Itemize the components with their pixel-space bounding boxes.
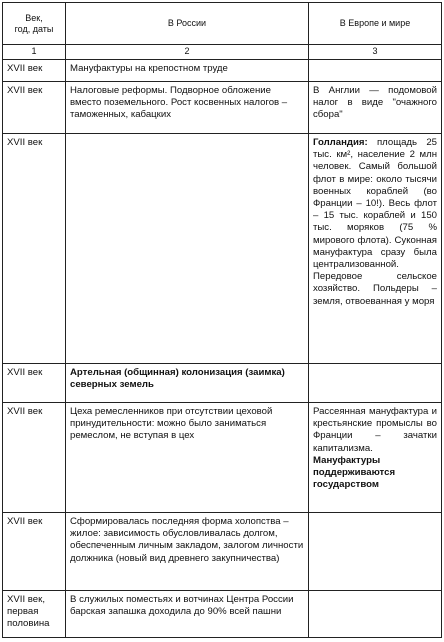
row-europe — [309, 364, 442, 403]
row-europe: В Англии — подомовой налог в виде "очажного сбора" — [309, 82, 442, 134]
row-russia: Мануфактуры на крепостном труде — [66, 60, 309, 82]
number-row — [3, 45, 442, 60]
number-3: 3 — [309, 45, 442, 60]
number-2: 2 — [66, 45, 309, 60]
header-date — [3, 3, 66, 45]
table-row — [3, 134, 442, 364]
row-europe — [309, 513, 442, 591]
header-date-line1: Век, — [25, 12, 43, 23]
row-date: XVII век — [3, 364, 66, 403]
row-europe — [309, 591, 442, 638]
row-europe — [309, 134, 442, 364]
row-europe-bold: Мануфактуры поддерживаются государством — [313, 454, 396, 491]
row-russia: Цеха ремесленников при отсутствии цеховой принудительности: можно было заниматься ремеслом, не вступая в цех — [66, 403, 309, 513]
row-russia: В служилых поместьях и вотчинах Центра России барская запашка доходила до 90% всей пашни — [66, 591, 309, 638]
table-row — [3, 82, 442, 134]
row-date: XVII век — [3, 134, 66, 364]
number-1: 1 — [3, 45, 66, 60]
row-date: XVII век — [3, 403, 66, 513]
header-row — [3, 3, 442, 45]
table-row — [3, 513, 442, 591]
row-europe — [309, 403, 442, 513]
table-row — [3, 364, 442, 403]
row-europe-bold: Голландия: — [313, 137, 368, 148]
row-date: XVII век, первая половина — [3, 591, 66, 638]
header-europe: В Европе и мире — [309, 3, 442, 45]
row-russia — [66, 134, 309, 364]
table-row — [3, 60, 442, 82]
row-russia: Сформировалась последняя форма холопства – жилое: зависимость обусловливалась долгом, обеспеченным личным закладом, залогом личности должника (новый вид древнего закупничества) — [66, 513, 309, 591]
header-russia: В России — [66, 3, 309, 45]
row-russia: Налоговые реформы. Подворное обложение вместо поземельного. Рост косвенных налогов – таможенных, кабацких — [66, 82, 309, 134]
table-row — [3, 403, 442, 513]
row-europe-text: площадь 25 тыс. км², население 2 млн человек. Самый большой флот в мире: около тысячи военных кораблей (во Франции – 10!). Весь флот – 15 тыс. кораблей и 150 тыс. моряков (75 % мирового флота). Суконная мануфактура сразу была централизованной. Передовое сельское хозяйство. Польдеры – земля, отвоеванная у моря — [313, 137, 437, 307]
row-date: XVII век — [3, 60, 66, 82]
row-date: XVII век — [3, 82, 66, 134]
row-russia: Артельная (общинная) колонизация (заимка) северных земель — [66, 364, 309, 403]
row-europe-text: Рассеянная мануфактура и крестьянские промыслы во Франции – зачатки капитализма. — [313, 406, 437, 454]
history-table — [2, 2, 442, 638]
header-date-line2: год, даты — [14, 23, 54, 34]
table-row — [3, 591, 442, 638]
row-date: XVII век — [3, 513, 66, 591]
row-europe — [309, 60, 442, 82]
